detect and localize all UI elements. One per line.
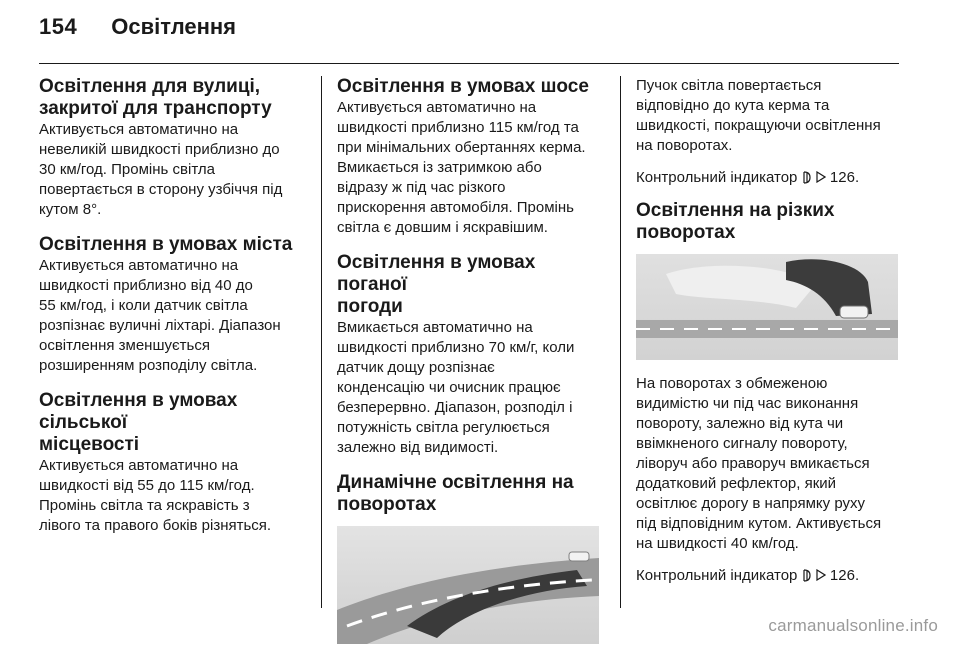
page-title: Освітлення: [111, 14, 237, 39]
text-line: прискорення автомобіля. Промінь: [337, 199, 574, 216]
column-1: [39, 76, 311, 550]
paragraph-cornering: [636, 374, 904, 554]
text-line: ввімкненого сигналу повороту,: [636, 435, 848, 452]
column-3: [636, 76, 904, 598]
text-line: лівого та правого боків різняться.: [39, 517, 272, 534]
text-line: повороту, залежно від кута чи: [636, 415, 844, 432]
section-dynamic-curve: [337, 472, 607, 644]
section-heading: Освітлення в умовах шосе: [337, 76, 589, 97]
text-line: Активується автоматично на: [39, 457, 239, 474]
column-2: [337, 76, 607, 658]
text-line: невеликій швидкості приблизно до: [39, 141, 280, 158]
text-line: повертається в сторону узбіччя під: [39, 181, 283, 198]
page-reference-arrow-icon: [816, 171, 826, 183]
curve-light-illustration: [337, 526, 599, 644]
text-line: ліворуч або праворуч вмикається: [636, 455, 870, 472]
heading-line: погоди: [337, 296, 403, 317]
text-line: Промінь світла та яскравість з: [39, 497, 250, 514]
section-heading: Освітлення в умовах міста: [39, 234, 293, 255]
text-line: безперервно. Діапазон, розподіл і: [337, 399, 573, 416]
text-line: на швидкості 40 км/год.: [636, 535, 799, 552]
text-line: швидкості приблизно 115 км/год та: [337, 119, 579, 136]
section-heading: [39, 390, 311, 456]
section-heading: [39, 76, 311, 120]
site-watermark: carmanualsonline.info: [768, 616, 938, 635]
page-number: 154: [39, 14, 78, 39]
text-line: відразу ж під час різкого: [337, 179, 506, 196]
heading-line: місцевості: [39, 434, 140, 455]
heading-line: закритої для транспорту: [39, 98, 272, 119]
section-heading: [636, 200, 904, 244]
text-line: Активується автоматично на: [337, 99, 537, 116]
header-divider: [39, 63, 899, 64]
column-divider-2: [620, 76, 621, 608]
text-line: швидкості від 55 до 115 км/год.: [39, 477, 255, 494]
text-line: під відповідним кутом. Активується: [636, 515, 882, 532]
text-line: Активується автоматично на: [39, 121, 239, 138]
heading-line: Освітлення в умовах поганої: [337, 252, 536, 295]
text-line: відповідно до кута керма та: [636, 97, 830, 114]
indicator-label: Контрольний індикатор: [636, 169, 802, 186]
text-line: Вмикається автоматично на: [337, 319, 533, 336]
text-line: датчик дощу розпізнає: [337, 359, 495, 376]
text-line: кутом 8°.: [39, 201, 102, 218]
heading-line: Динамічне освітлення на: [337, 472, 574, 493]
text-line: конденсацію чи очисник працює: [337, 379, 561, 396]
headlight-indicator-icon: [802, 569, 812, 582]
indicator-label: Контрольний індикатор: [636, 567, 802, 584]
text-line: швидкості приблизно від 40 до: [39, 277, 253, 294]
section-body: [337, 318, 607, 458]
section-closed-street: [39, 76, 311, 220]
page-header: [39, 14, 236, 54]
text-line: освітлення зменшується: [39, 337, 210, 354]
text-line: додатковий рефлектор, який: [636, 475, 837, 492]
section-highway: [337, 76, 607, 238]
text-line: Вмикається із затримкою або: [337, 159, 542, 176]
section-body: [39, 456, 311, 536]
paragraph-beam-turns: [636, 76, 904, 156]
indicator-reference: [636, 566, 904, 586]
heading-line: Освітлення на різких: [636, 200, 835, 221]
page-reference-arrow-icon: [816, 569, 826, 581]
heading-line: поворотах: [636, 222, 736, 243]
section-city: [39, 234, 311, 376]
column-divider-1: [321, 76, 322, 608]
heading-line: поворотах: [337, 494, 437, 515]
text-line: швидкості, покращуючи освітлення: [636, 117, 881, 134]
section-heading: [337, 252, 607, 318]
text-line: Пучок світла повертається: [636, 77, 822, 94]
indicator-page-ref: 126.: [825, 169, 860, 186]
text-line: Активується автоматично на: [39, 257, 239, 274]
section-bad-weather: [337, 252, 607, 458]
text-line: світла є довшим і яскравішим.: [337, 219, 548, 236]
cornering-light-illustration: [636, 254, 898, 360]
text-line: розпізнає вуличні ліхтарі. Діапазон: [39, 317, 281, 334]
heading-line: Освітлення в умовах сільської: [39, 390, 238, 433]
text-line: потужність світла регулюється: [337, 419, 550, 436]
text-line: 55 км/год, і коли датчик світла: [39, 297, 248, 314]
section-body: [39, 120, 311, 220]
text-line: при мінімальних обертаннях керма.: [337, 139, 586, 156]
section-countryside: [39, 390, 311, 536]
indicator-reference: [636, 168, 904, 188]
text-line: видимістю чи під час виконання: [636, 395, 859, 412]
section-body: [39, 256, 311, 376]
text-line: розширенням розподілу світла.: [39, 357, 258, 374]
headlight-indicator-icon: [802, 171, 812, 184]
text-line: 30 км/год. Промінь світла: [39, 161, 215, 178]
heading-line: Освітлення для вулиці,: [39, 76, 261, 97]
text-line: швидкості приблизно 70 км/г, коли: [337, 339, 575, 356]
section-body: [337, 98, 607, 238]
text-line: На поворотах з обмеженою: [636, 375, 828, 392]
indicator-page-ref: 126.: [825, 567, 860, 584]
section-heading: [337, 472, 607, 516]
text-line: освітлює дорогу в напрямку руху: [636, 495, 865, 512]
text-line: на поворотах.: [636, 137, 733, 154]
section-sharp-curves: [636, 200, 904, 360]
text-line: залежно від видимості.: [337, 439, 499, 456]
